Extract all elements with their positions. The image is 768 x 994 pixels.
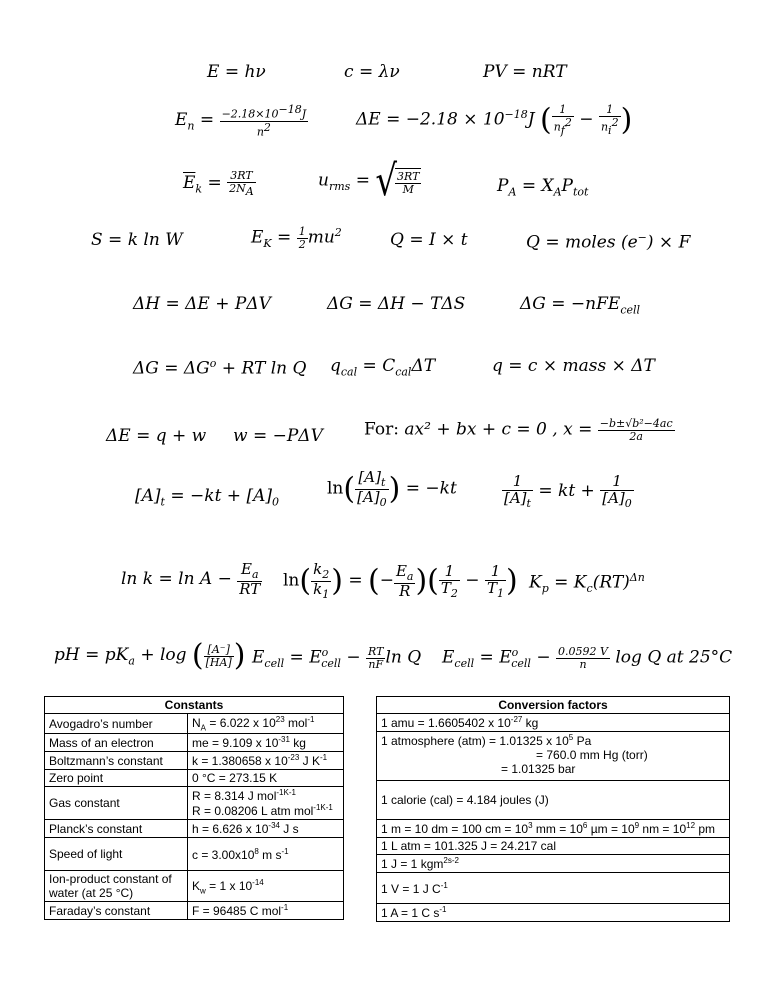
eq-gibbs-cell: ΔG = −nFE$_{cell}$ [520, 294, 641, 317]
constant-row [45, 787, 344, 820]
constant-row [45, 871, 344, 902]
constant-row [45, 734, 344, 752]
constant-name: Gas constant [45, 787, 188, 820]
constants-table [44, 696, 344, 920]
eq-arrhenius: ln k = ln A − $\frac{E_a}{RT}$ [121, 560, 261, 598]
constant-name: Faraday’s constant [45, 902, 188, 920]
eq-second-order: $\frac{1}{[A]_t}$ = kt + $\frac{1}{[A]_0}$ [504, 472, 632, 510]
eq-kp-kc: $K_p = K_c(RT)^{\Delta n}$ [529, 571, 645, 596]
constant-value: k = 1.380658 x $10^{-23}$ J $K^{-1}$ [188, 752, 344, 770]
constants-header: Constants [45, 697, 344, 714]
conversion-factors-table [376, 696, 730, 922]
conversion-joule: 1 J = 1 kgm$^{2s-2}$ [377, 855, 730, 873]
constant-row [45, 770, 344, 787]
eq-kinetic-energy: $E_K$ = $\frac{1}{2}$ $mu^2$ [251, 225, 342, 251]
eq-bohr-transition: $\Delta E = -2.18 \times 10^{-18}J$ ( $\frac{1}{n_f^2}$ − $\frac{1}{n_i^2}$ ) [356, 102, 633, 138]
eq-enthalpy: ΔH = ΔE + PΔV [133, 294, 271, 314]
constant-value: 0 °C = 273.15 K [188, 770, 344, 787]
eq-arrhenius-two-point: ln( $\frac{k_2}{k_1}$ ) = (− $\frac{E_a}{R}$ )( $\frac{1}{T_2}$ − $\frac{1}{T_1}$ ) [283, 560, 518, 601]
eq-bohr-energy: $E_n$ = $\frac{-2.18\times 10^{-18}J}{n^2}$ [175, 103, 307, 139]
conversion-atmosphere: 1 atmosphere (atm) = 1.01325 x $10^5$ Pa = 760.0 mm Hg (torr) = 1.01325 bar [377, 732, 730, 781]
eq-quadratic: For: ax² + bx + c = 0 , x = $\frac{\text{−b±√b²−4ac}}{2a}$ [364, 417, 673, 443]
eq-ideal-gas: PV = nRT [483, 62, 567, 82]
constant-value: $c = 3.00x10^8$ m $s^{-1}$ [188, 838, 344, 871]
constant-row [45, 838, 344, 871]
eq-rms-speed: $u_{rms}$ = √ $\frac{3RT}{M}$ [318, 156, 420, 206]
eq-calorimeter: $q_{cal} = C_{cal}\Delta T$ [330, 356, 436, 379]
conversion-liter-atm: 1 L atm = 101.325 J = 24.217 cal [377, 838, 730, 855]
constant-name: Ion-product constant of water (at 25 °C) [45, 871, 188, 902]
constants-body [45, 714, 344, 920]
eq-wave-speed: c = λν [344, 62, 400, 82]
constant-value: F = 96485 C mol$^{-1}$ [188, 902, 344, 920]
eq-zero-order: $[A]_t = -kt + [A]_0$ [135, 486, 279, 509]
conversion-calorie: 1 calorie (cal) = 4.184 joules (J) [377, 781, 730, 820]
eq-nernst: $E_{cell} = E^o_{cell}$ − $\frac{RT}{nF}$ ln Q [252, 645, 422, 671]
constant-name: Planck’s constant [45, 820, 188, 838]
conversion-header: Conversion factors [377, 697, 730, 714]
eq-charge: Q = I × t [390, 230, 468, 250]
constant-row [45, 714, 344, 734]
constant-row [45, 820, 344, 838]
eq-faraday-charge: Q = moles (e−) × F [526, 231, 691, 253]
constant-name: Mass of an electron [45, 734, 188, 752]
conversion-meter: 1 m = 10 dm = 100 cm = $10^3$ mm = $10^6$ $\mu m = 10^9$ nm = $10^{12}$ pm [377, 820, 730, 838]
eq-nernst-25c: $E_{cell} = E^o_{cell}$ − $\frac{0.0592 V}{n}$ log Q at 25°C [442, 645, 733, 671]
eq-gibbs: ΔG = ΔH − TΔS [327, 294, 466, 314]
constant-value: $K_w = 1$ x $10^{-14}$ [188, 871, 344, 902]
constant-row [45, 752, 344, 770]
constant-name: Zero point [45, 770, 188, 787]
eq-average-kinetic-energy: $\overline{E}_k$ = $\frac{3RT}{2N_A}$ [183, 169, 254, 199]
eq-first-order: ln( $\frac{[A]_t}{[A]_0}$ ) = −kt [327, 468, 457, 509]
eq-first-law: ΔE = q + w [106, 426, 207, 446]
conversion-volt: 1 V = 1 J $C^{-1}$ [377, 873, 730, 904]
eq-photon-energy: E = hν [207, 62, 266, 82]
constant-value: h = 6.626 x $10^{-34}$ J s [188, 820, 344, 838]
eq-gibbs-q: $\Delta G = \Delta G^o$ + RT ln Q [133, 357, 307, 379]
conversion-ampere: 1 A = 1 C $s^{-1}$ [377, 904, 730, 922]
constant-name: Boltzmann’s constant [45, 752, 188, 770]
constant-value: $N_A = 6.022$ x $10^{23}$ mol$^{-1}$ [188, 714, 344, 734]
constant-value: R = 8.314 J mol$^{-1K-1}$ R = 0.08206 L atm mol$^{-1K-1}$ [188, 787, 344, 820]
eq-heat: q = c × mass × ΔT [492, 356, 655, 376]
constant-value: me = 9.109 x $10^{-31}$ kg [188, 734, 344, 752]
eq-entropy: S = k ln W [91, 230, 183, 250]
constant-name: Speed of light [45, 838, 188, 871]
conversion-amu: 1 amu = 1.6605402 x $10^{-27}$ kg [377, 714, 730, 732]
eq-henderson-hasselbalch: pH = $pK_a + \log$ ( $\frac{[A^-]}{[HA]}$ ) [54, 638, 246, 673]
eq-partial-pressure: $P_A = X_AP_{tot}$ [497, 176, 589, 199]
eq-work: w = −PΔV [233, 426, 323, 446]
constant-row [45, 902, 344, 920]
constant-name: Avogadro’s number [45, 714, 188, 734]
